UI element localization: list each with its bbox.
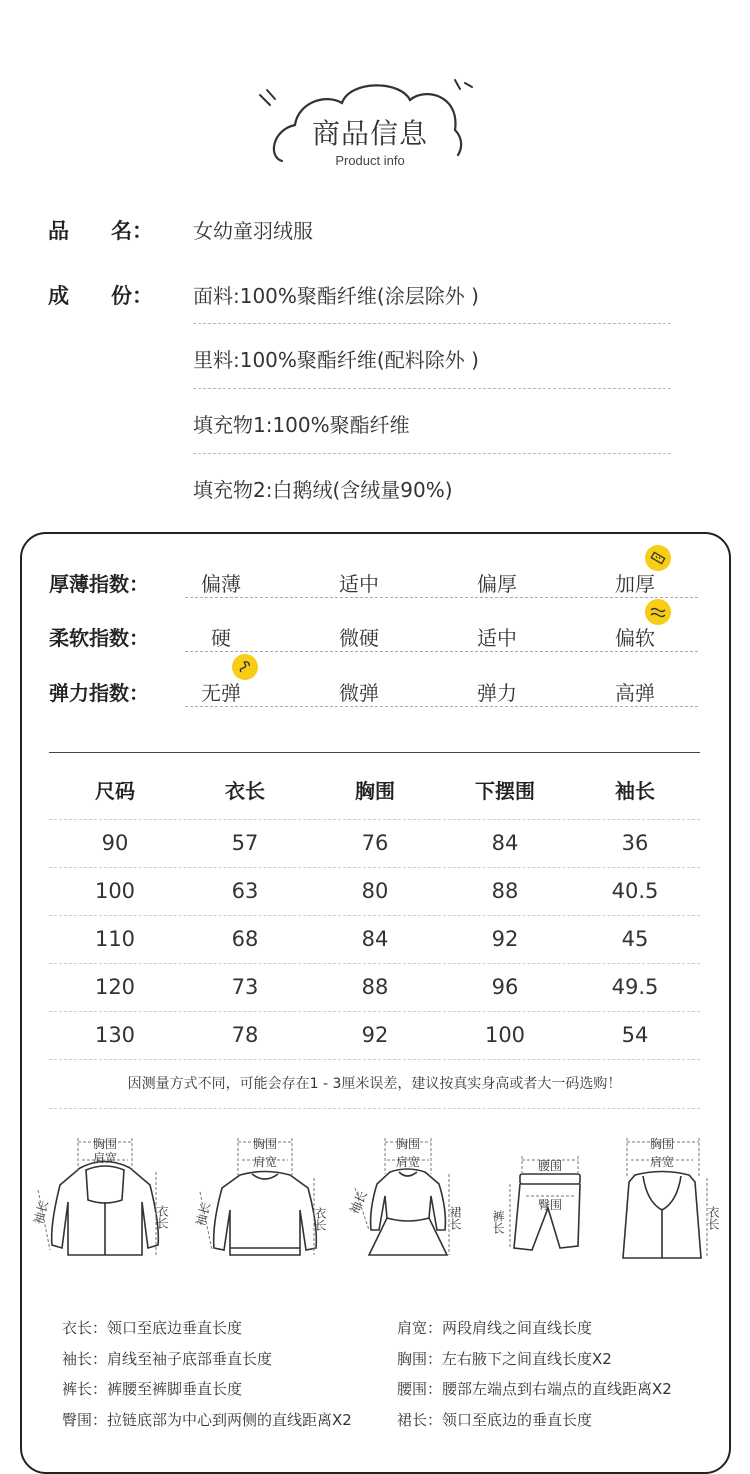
divider — [49, 819, 700, 820]
table-cell: 100 — [484, 1023, 526, 1047]
divider — [185, 597, 698, 598]
divider — [49, 963, 700, 964]
section-header — [250, 75, 480, 180]
softness-option-selected: 偏软 — [615, 626, 655, 650]
softness-label: 柔软指数： — [49, 626, 149, 650]
svg-text:袖长: 袖长 — [31, 1198, 52, 1226]
spring-badge-icon — [232, 654, 258, 680]
table-cell: 130 — [94, 1023, 136, 1047]
hooded-jacket-diagram — [30, 1130, 180, 1269]
svg-text:臀围: 臀围 — [537, 1198, 563, 1212]
divider — [193, 453, 671, 454]
svg-text:胸围: 胸围 — [649, 1137, 675, 1151]
elasticity-option: 弹力 — [477, 681, 517, 705]
table-header: 胸围 — [355, 779, 395, 803]
wave-badge-icon — [645, 599, 671, 625]
section-subtitle: Product info — [335, 153, 405, 168]
table-cell: 92 — [491, 927, 519, 951]
table-cell: 84 — [491, 831, 519, 855]
table-cell: 96 — [491, 975, 519, 999]
svg-text:衣长: 衣长 — [706, 1206, 720, 1230]
measurement-note: 因测量方式不同，可能会存在1 - 3厘米误差，建议按真实身高或者大一码选购！ — [127, 1076, 622, 1092]
thickness-label: 厚薄指数： — [49, 572, 149, 596]
elasticity-label: 弹力指数： — [49, 681, 149, 705]
elasticity-option-selected: 无弹 — [201, 681, 241, 705]
table-cell: 88 — [491, 879, 519, 903]
pants-diagram — [480, 1130, 600, 1269]
elasticity-option: 微弹 — [339, 681, 379, 705]
definition: 臀围：拉链底部为中心到两侧的直线距离X2 — [62, 1411, 352, 1429]
table-header: 衣长 — [225, 779, 265, 803]
svg-text:胸围: 胸围 — [395, 1137, 421, 1151]
definition: 裙长：领口至底边的垂直长度 — [397, 1411, 593, 1429]
sweater-diagram — [190, 1130, 340, 1269]
table-cell: 36 — [621, 831, 649, 855]
svg-text:袖长: 袖长 — [193, 1200, 214, 1228]
table-cell: 57 — [231, 831, 259, 855]
svg-text:肩宽: 肩宽 — [92, 1151, 118, 1165]
svg-text:肩宽: 肩宽 — [395, 1155, 421, 1169]
svg-text:肩宽: 肩宽 — [252, 1155, 278, 1169]
svg-text:腰围: 腰围 — [537, 1159, 563, 1173]
composition-item: 填充物1:100%聚酯纤维 — [193, 413, 410, 437]
thickness-option: 适中 — [339, 572, 379, 596]
table-cell: 88 — [361, 975, 389, 999]
softness-option: 适中 — [477, 626, 517, 650]
table-cell: 90 — [101, 831, 129, 855]
composition-item: 填充物2:白鹅绒(含绒量90%) — [193, 478, 453, 502]
definition: 胸围：左右腋下之间直线长度X2 — [397, 1350, 612, 1368]
divider — [193, 388, 671, 389]
divider — [185, 651, 698, 652]
svg-text:衣长: 衣长 — [313, 1207, 327, 1231]
composition-label: 成 份： — [48, 284, 153, 308]
svg-text:肩宽: 肩宽 — [649, 1155, 675, 1169]
section-title: 商品信息 — [311, 117, 428, 150]
svg-text:裙长: 裙长 — [448, 1206, 462, 1230]
svg-text:裤长: 裤长 — [491, 1210, 505, 1234]
composition-item: 里料:100%聚酯纤维(配料除外 ) — [193, 348, 479, 372]
table-cell: 73 — [231, 975, 259, 999]
name-label: 品 名： — [48, 219, 153, 243]
definition: 袖长：肩线至袖子底部垂直长度 — [62, 1350, 273, 1368]
svg-text:衣长: 衣长 — [155, 1205, 169, 1229]
svg-text:袖长: 袖长 — [347, 1188, 370, 1217]
table-cell: 63 — [231, 879, 259, 903]
table-cell: 80 — [361, 879, 389, 903]
table-cell: 40.5 — [611, 879, 659, 903]
table-cell: 78 — [231, 1023, 259, 1047]
table-cell: 49.5 — [611, 975, 659, 999]
softness-option: 硬 — [211, 626, 231, 650]
thickness-option: 偏厚 — [477, 572, 517, 596]
definition: 肩宽：两段肩线之间直线长度 — [397, 1319, 593, 1337]
divider — [49, 867, 700, 868]
svg-text:胸围: 胸围 — [252, 1137, 278, 1151]
dress-diagram — [335, 1130, 485, 1269]
table-top-border — [49, 752, 700, 753]
divider — [49, 1059, 700, 1060]
divider — [49, 1108, 700, 1109]
divider — [185, 706, 698, 707]
divider — [49, 1011, 700, 1012]
softness-option: 微硬 — [339, 626, 379, 650]
table-cell: 84 — [361, 927, 389, 951]
composition-item: 面料:100%聚酯纤维(涂层除外 ) — [193, 284, 479, 308]
thickness-option-selected: 加厚 — [615, 572, 655, 596]
table-header: 袖长 — [615, 779, 655, 803]
table-cell: 92 — [361, 1023, 389, 1047]
divider — [193, 323, 671, 324]
table-header: 下摆围 — [475, 779, 535, 803]
thickness-option: 偏薄 — [201, 572, 241, 596]
table-header: 尺码 — [95, 779, 135, 803]
table-cell: 100 — [94, 879, 136, 903]
elasticity-option: 高弹 — [615, 681, 655, 705]
vest-diagram — [605, 1130, 730, 1269]
table-cell: 120 — [94, 975, 136, 999]
table-cell: 68 — [231, 927, 259, 951]
divider — [49, 915, 700, 916]
definition: 裤长：裤腰至裤脚垂直长度 — [62, 1380, 243, 1398]
svg-text:胸围: 胸围 — [92, 1137, 118, 1151]
definition: 腰围：腰部左端点到右端点的直线距离X2 — [397, 1380, 672, 1398]
name-value: 女幼童羽绒服 — [193, 219, 313, 243]
table-cell: 110 — [94, 927, 136, 951]
table-cell: 54 — [621, 1023, 649, 1047]
definition: 衣长：领口至底边垂直长度 — [62, 1319, 243, 1337]
table-cell: 76 — [361, 831, 389, 855]
table-cell: 45 — [621, 927, 649, 951]
ruler-badge-icon — [645, 545, 671, 571]
